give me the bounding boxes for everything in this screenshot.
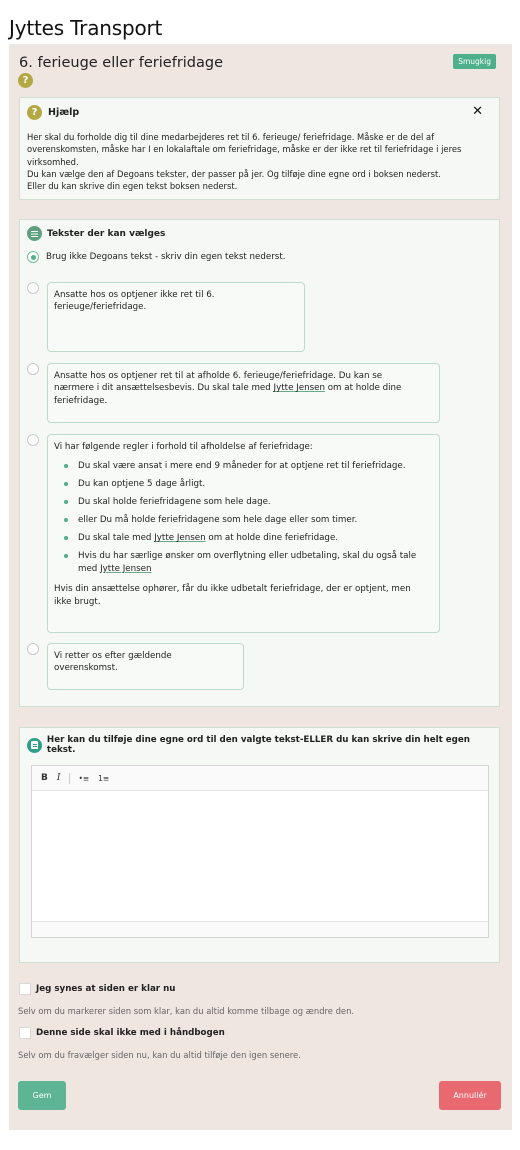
editor-toolbar	[32, 766, 488, 791]
help-text	[27, 131, 491, 192]
radio-option-3[interactable]	[27, 434, 39, 446]
radio-option-own-text[interactable]	[27, 251, 39, 263]
help-box	[19, 97, 500, 200]
list-item: Du skal være ansat i mere end 9 måneder for at optjene ret til feriefridage.	[54, 460, 433, 472]
page-title: 6. ferieuge eller feriefridage	[19, 55, 224, 71]
rich-text-editor[interactable]	[31, 765, 489, 938]
bullet-list-icon[interactable]: •≡	[78, 773, 90, 783]
contact-name: Jytte Jensen	[154, 533, 206, 544]
bold-button[interactable]: B	[41, 773, 48, 783]
option-own-text-label: Brug ikke Degoans tekst - skriv din egen tekst nederst.	[46, 252, 286, 262]
option-line: ferieuge/feriefridage.	[54, 302, 147, 313]
help-header	[27, 105, 79, 120]
list-item: eller Du må holde feriefridagene som hele dage eller som timer.	[54, 514, 433, 526]
exclude-label[interactable]: Denne side skal ikke med i håndbogen	[36, 1028, 225, 1038]
option-intro: Vi har følgende regler i forhold til afholdelse af feriefridage:	[54, 442, 313, 452]
ready-checkbox[interactable]	[19, 983, 31, 995]
radio-option-2[interactable]	[27, 363, 39, 375]
option-line: Hvis din ansættelse ophører, får du ikke udbetalt feriefridage, der er optjent, men	[54, 584, 411, 595]
text-choices-box	[19, 219, 500, 707]
help-line: overenskomsten, måske har I en lokalaftale om feriefridage, måske er der ikke ret til feriefridage i jeres	[27, 144, 462, 155]
option-card-1[interactable]	[47, 282, 305, 352]
radio-option-1[interactable]	[27, 282, 39, 294]
option-text: med	[78, 563, 101, 574]
option-card-3[interactable]	[47, 434, 440, 633]
option-line	[54, 382, 433, 394]
contact-name: Jytte Jensen	[273, 383, 325, 394]
exclude-checkbox[interactable]	[19, 1027, 31, 1039]
own-text-box	[19, 727, 500, 963]
preview-button[interactable]: Smugkig	[453, 54, 496, 69]
cancel-button[interactable]: Annullér	[439, 1081, 501, 1110]
option-line: ikke brugt.	[54, 596, 101, 607]
app-title: Jyttes Transport	[9, 16, 163, 40]
option-line: overenskomst.	[54, 663, 118, 674]
ready-note: Selv om du markerer siden som klar, kan du altid komme tilbage og ændre den.	[18, 1006, 355, 1016]
numbered-list-icon[interactable]: 1≡	[98, 773, 110, 783]
option-text: Hvis du har særlige ønsker om overflytning eller udbetaling, skal du også tale	[78, 551, 417, 562]
help-line: virksomhed.	[27, 156, 79, 167]
italic-button[interactable]: I	[56, 773, 61, 783]
help-line: Du kan vælge den af Degoans tekster, der passer på jer. Og tilføje dine egne ord i boksen nederst.	[27, 168, 441, 179]
editor-text-area[interactable]	[32, 792, 488, 921]
exclude-note: Selv om du fravælger siden nu, kan du altid tilføje den igen senere.	[18, 1050, 301, 1060]
question-icon: ?	[27, 105, 42, 120]
ready-label[interactable]: Jeg synes at siden er klar nu	[36, 984, 176, 994]
page-panel	[9, 44, 512, 1130]
list-icon	[27, 226, 42, 241]
editor-status-bar	[32, 921, 488, 937]
editor-heading: Her kan du tilføje dine egne ord til den valgte tekst-ELLER du kan skrive din helt egen tekst.	[46, 735, 470, 755]
list-item: Du skal holde feriefridagene som hele dage.	[54, 496, 433, 508]
close-icon[interactable]: ✕	[472, 104, 483, 119]
choices-header	[27, 226, 165, 241]
toolbar-divider	[69, 773, 70, 784]
exclude-checkbox-row[interactable]	[19, 1027, 225, 1039]
editor-header	[27, 735, 499, 755]
option-line: Vi retter os efter gældende	[54, 651, 172, 661]
choices-heading: Tekster der kan vælges	[47, 228, 166, 239]
note-icon	[27, 738, 42, 753]
contact-name: Jytte Jensen	[100, 563, 152, 574]
option-text: om at holde dine feriefridage.	[205, 533, 339, 544]
option-card-2[interactable]	[47, 363, 440, 423]
option-text: Du skal tale med	[78, 533, 155, 544]
option-text: om at holde dine	[324, 383, 402, 394]
save-button[interactable]: Gem	[18, 1081, 66, 1110]
help-line: Eller du kan skrive din egen tekst boksen nederst.	[27, 181, 238, 192]
option-text: nærmere i dit ansættelsesbevis. Du skal tale med	[54, 383, 274, 394]
rules-list	[54, 460, 433, 575]
list-item	[54, 532, 433, 544]
option-line: feriefridage.	[54, 395, 108, 406]
option-line: Ansatte hos os optjener ret til at afholde 6. ferieuge/feriefridage. Du kan se	[54, 371, 383, 381]
option-line: Ansatte hos os optjener ikke ret til 6.	[54, 290, 215, 300]
ready-checkbox-row[interactable]	[19, 983, 175, 995]
help-line: Her skal du forholde dig til dine medarbejderes ret til 6. ferieuge/ feriefridage. Måske er de del af	[27, 132, 435, 142]
option-card-4[interactable]	[47, 643, 244, 690]
list-item	[54, 550, 433, 575]
help-heading: Hjælp	[48, 107, 80, 118]
radio-option-4[interactable]	[27, 643, 39, 655]
help-badge-icon[interactable]: ?	[18, 73, 33, 88]
list-item: Du kan optjene 5 dage årligt.	[54, 478, 433, 490]
